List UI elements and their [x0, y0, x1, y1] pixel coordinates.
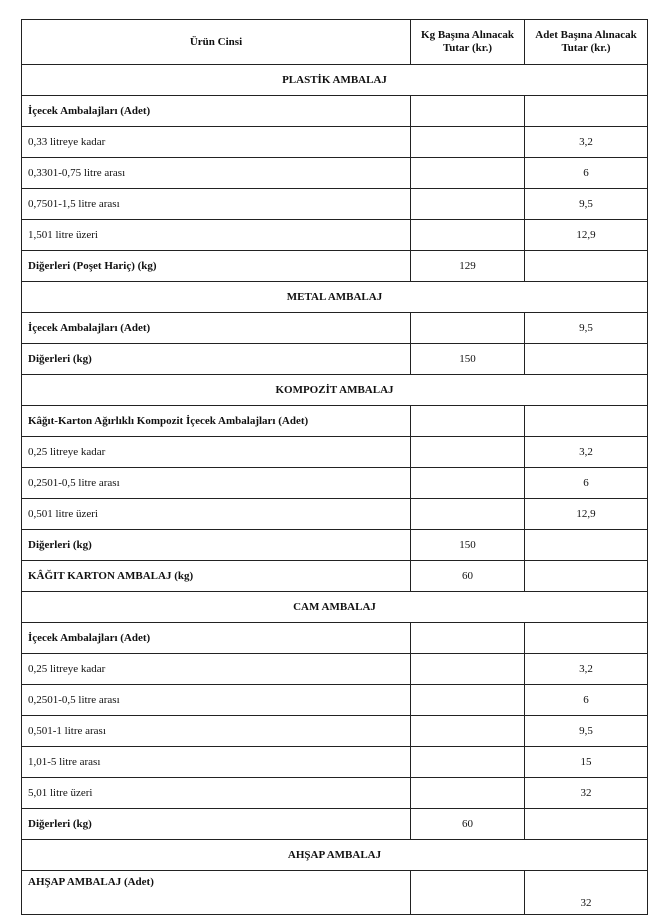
table-row — [22, 96, 648, 127]
header-unit-line2: Tutar (kr.) — [561, 42, 611, 54]
kg-amount-cell — [411, 406, 525, 437]
unit-amount-cell — [525, 406, 648, 437]
section-header-row — [22, 65, 648, 96]
section-title: METAL AMBALAJ — [22, 282, 648, 313]
kg-amount-cell — [411, 313, 525, 344]
product-type-cell: 1,501 litre üzeri — [22, 220, 411, 251]
kg-amount-cell: 60 — [411, 809, 525, 840]
product-type-cell: Diğerleri (kg) — [22, 344, 411, 375]
product-type-cell: Diğerleri (kg) — [22, 809, 411, 840]
unit-amount-cell: 6 — [525, 158, 648, 189]
table-row — [22, 468, 648, 499]
unit-amount-cell — [525, 561, 648, 592]
section-title: CAM AMBALAJ — [22, 592, 648, 623]
product-type-cell: 0,2501-0,5 litre arası — [22, 685, 411, 716]
product-type-cell: 5,01 litre üzeri — [22, 778, 411, 809]
unit-amount-cell — [525, 344, 648, 375]
product-type-cell: 0,2501-0,5 litre arası — [22, 468, 411, 499]
table-row — [22, 406, 648, 437]
unit-amount-cell: 3,2 — [525, 127, 648, 158]
product-type-cell: 0,501 litre üzeri — [22, 499, 411, 530]
product-type-cell: İçecek Ambalajları (Adet) — [22, 623, 411, 654]
section-title: AHŞAP AMBALAJ — [22, 840, 648, 871]
header-kg-line1: Kg Başına Alınacak — [421, 29, 514, 41]
kg-amount-cell — [411, 158, 525, 189]
table-row — [22, 530, 648, 561]
section-title: KOMPOZİT AMBALAJ — [22, 375, 648, 406]
section-header-row — [22, 282, 648, 313]
kg-amount-cell — [411, 685, 525, 716]
unit-amount-cell: 15 — [525, 747, 648, 778]
section-header-row — [22, 375, 648, 406]
table-row — [22, 158, 648, 189]
unit-amount-cell: 6 — [525, 468, 648, 499]
section-header-row — [22, 592, 648, 623]
table-row — [22, 127, 648, 158]
product-type-cell: 0,501-1 litre arası — [22, 716, 411, 747]
kg-amount-cell: 129 — [411, 251, 525, 282]
kg-amount-cell — [411, 220, 525, 251]
unit-amount-cell: 9,5 — [525, 313, 648, 344]
table-row — [22, 313, 648, 344]
kg-amount-cell: 150 — [411, 530, 525, 561]
kg-amount-cell — [411, 499, 525, 530]
product-type-cell: KÂĞIT KARTON AMBALAJ (kg) — [22, 561, 411, 592]
unit-amount-cell — [525, 530, 648, 561]
unit-amount-cell: 3,2 — [525, 437, 648, 468]
table-row — [22, 871, 648, 915]
kg-amount-cell: 150 — [411, 344, 525, 375]
unit-amount-cell: 32 — [525, 778, 648, 809]
kg-amount-cell — [411, 437, 525, 468]
table-row — [22, 716, 648, 747]
product-type-cell: 1,01-5 litre arası — [22, 747, 411, 778]
table-row — [22, 561, 648, 592]
section-title: PLASTİK AMBALAJ — [22, 65, 648, 96]
unit-amount-cell: 3,2 — [525, 654, 648, 685]
table-row — [22, 499, 648, 530]
table-row — [22, 778, 648, 809]
table-row — [22, 344, 648, 375]
header-unit-amount — [525, 20, 648, 65]
unit-amount-cell — [525, 251, 648, 282]
product-type-cell: 0,25 litreye kadar — [22, 437, 411, 468]
table-body — [22, 65, 648, 915]
product-type-cell: İçecek Ambalajları (Adet) — [22, 96, 411, 127]
kg-amount-cell — [411, 189, 525, 220]
product-type-cell: 0,33 litreye kadar — [22, 127, 411, 158]
unit-amount-cell — [525, 96, 648, 127]
table-row — [22, 189, 648, 220]
product-type-cell: 0,25 litreye kadar — [22, 654, 411, 685]
kg-amount-cell — [411, 654, 525, 685]
kg-amount-cell — [411, 468, 525, 499]
fee-table — [21, 19, 648, 915]
product-type-cell: AHŞAP AMBALAJ (Adet) — [22, 871, 411, 915]
unit-amount-cell: 12,9 — [525, 499, 648, 530]
table-row — [22, 809, 648, 840]
product-type-cell: Diğerleri (Poşet Hariç) (kg) — [22, 251, 411, 282]
product-type-cell: 0,3301-0,75 litre arası — [22, 158, 411, 189]
header-kg-amount — [411, 20, 525, 65]
table-row — [22, 747, 648, 778]
kg-amount-cell — [411, 747, 525, 778]
kg-amount-cell — [411, 778, 525, 809]
section-header-row — [22, 840, 648, 871]
table-row — [22, 623, 648, 654]
kg-amount-cell — [411, 871, 525, 915]
product-type-cell: 0,7501-1,5 litre arası — [22, 189, 411, 220]
header-product-type-label: Ürün Cinsi — [189, 35, 243, 48]
product-type-cell: Diğerleri (kg) — [22, 530, 411, 561]
table-row — [22, 437, 648, 468]
kg-amount-cell — [411, 96, 525, 127]
kg-amount-cell — [411, 623, 525, 654]
header-product-type — [22, 20, 411, 65]
header-unit-line1: Adet Başına Alınacak — [535, 29, 637, 41]
table-row — [22, 251, 648, 282]
kg-amount-cell: 60 — [411, 561, 525, 592]
header-kg-line2: Tutar (kr.) — [442, 42, 493, 54]
unit-amount-cell: 6 — [525, 685, 648, 716]
unit-amount-cell — [525, 809, 648, 840]
unit-amount-cell: 9,5 — [525, 716, 648, 747]
table-row — [22, 220, 648, 251]
product-type-cell: Kâğıt-Karton Ağırlıklı Kompozit İçecek Ambalajları (Adet) — [22, 406, 411, 437]
product-type-cell: İçecek Ambalajları (Adet) — [22, 313, 411, 344]
unit-amount-cell: 32 — [525, 871, 648, 915]
unit-amount-cell — [525, 623, 648, 654]
table-header-row — [22, 20, 648, 65]
table-row — [22, 654, 648, 685]
unit-amount-cell: 9,5 — [525, 189, 648, 220]
kg-amount-cell — [411, 127, 525, 158]
kg-amount-cell — [411, 716, 525, 747]
table-row — [22, 685, 648, 716]
unit-amount-cell: 12,9 — [525, 220, 648, 251]
